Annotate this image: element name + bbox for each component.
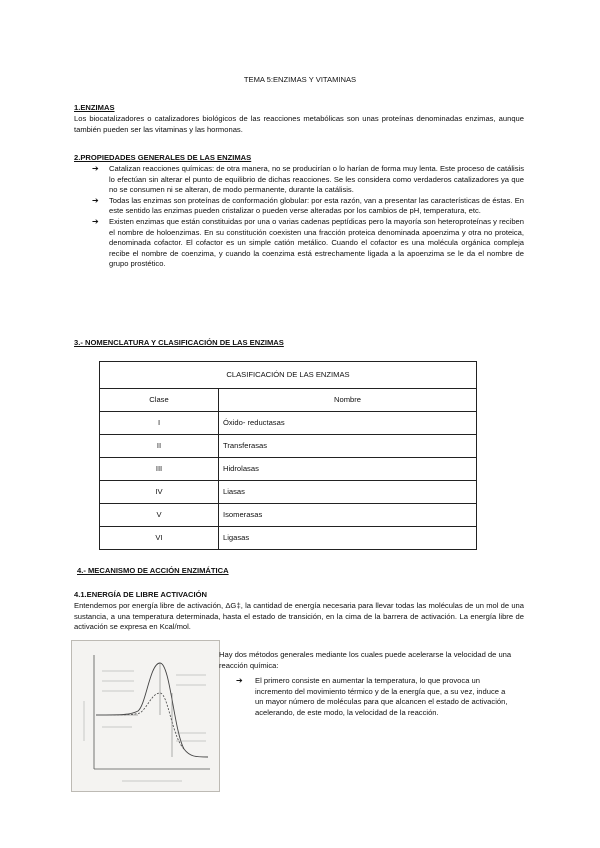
list-item: ➔ Catalizan reacciones químicas: de otra manera, no se producirían o lo harían de forma muy lenta. Este proceso de catálisis lo efectúan sin alterar el punto de equilibrio de dichas reacciones. Se les considera como verdaderos catalizadores ya que no se consumen ni se alteran, de modo permanente, durante la catálisis. xyxy=(92,164,524,195)
table-row: IV Liasas xyxy=(100,481,477,504)
table-row: III Hidrolasas xyxy=(100,458,477,481)
column-header-clase: Clase xyxy=(100,389,219,412)
section-4-heading: 4.- MECANISMO DE ACCIÓN ENZIMÁTICA xyxy=(77,566,229,575)
section-1-text: Los biocatalizadores o catalizadores biológicos de las reacciones metabólicas son unas proteínas denominadas enzimas, aunque también pueden ser las vitaminas y las hormonas. xyxy=(74,114,524,134)
methods-list xyxy=(236,676,508,718)
table-row: I Óxido- reductasas xyxy=(100,412,477,435)
activation-energy-text: Entendemos por energía libre de activación, ΔG‡, la cantidad de energía necesaria para llevar todas las moléculas de un mol de una sustancia, a una temperatura determinada, hasta el estado de transición, en la cima de la barrera de activación. La energía libre de activación se expresa en Kcal/mol. xyxy=(74,601,524,632)
list-item: ➔ Existen enzimas que están constituidas por una o varias cadenas peptídicas pero la mayoría son heteroproteínas y reciben el nombre de holoenzimas. En su constitución coexisten una fracción proteica denominada apoenzima y otra no proteica, denominada cofactor. El cofactor es un simple catión metálico. Cuando el cofactor es una molécula orgánica compleja recibe el nombre de coenzima, y cuando la coenzima está estrechamente ligada a la apoenzima se le da el nombre de grupo prostético. xyxy=(92,216,524,269)
arrow-right-icon: ➔ xyxy=(92,216,99,226)
activation-energy-figure xyxy=(71,640,220,792)
table-row: V Isomerasas xyxy=(100,504,477,527)
section-3-heading: 3.- NOMENCLATURA Y CLASIFICACIÓN DE LAS ENZIMAS xyxy=(74,338,284,347)
energy-diagram xyxy=(72,641,219,791)
section-1-heading: 1.ENZIMAS xyxy=(74,103,115,112)
list-item: ➔ Todas las enzimas son proteínas de conformación globular: por esta razón, van a presentar las características de éstas. En este sentido las enzimas pueden cristalizar o pueden verse alteradas por los cambios de pH, temperatura, etc. xyxy=(92,195,524,216)
column-header-nombre: Nombre xyxy=(219,389,477,412)
table-row: VI Ligasas xyxy=(100,527,477,550)
methods-intro-text: Hay dos métodos generales mediante los cuales puede acelerarse la velocidad de una reacción química: xyxy=(219,650,512,670)
classification-table xyxy=(99,361,477,550)
arrow-right-icon: ➔ xyxy=(236,676,243,685)
table-row: II Transferasas xyxy=(100,435,477,458)
table-caption: CLASIFICACIÓN DE LAS ENZIMAS xyxy=(100,362,477,389)
section-2-heading: 2.PROPIEDADES GENERALES DE LAS ENZIMAS xyxy=(74,153,252,162)
document-title: TEMA 5:ENZIMAS Y VITAMINAS xyxy=(243,75,357,84)
arrow-right-icon: ➔ xyxy=(92,195,99,205)
list-item: ➔ El primero consiste en aumentar la temperatura, lo que provoca un incremento del movimiento térmico y de la energía que, a su vez, induce a un mayor número de moléculas para que alcancen el estado de activación, acelerando, de este modo, la velocidad de la reacción. xyxy=(236,676,508,717)
arrow-right-icon: ➔ xyxy=(92,164,99,173)
properties-list xyxy=(92,164,524,270)
section-4-1-heading: 4.1.ENERGÍA DE LIBRE ACTIVACIÓN xyxy=(74,590,208,599)
